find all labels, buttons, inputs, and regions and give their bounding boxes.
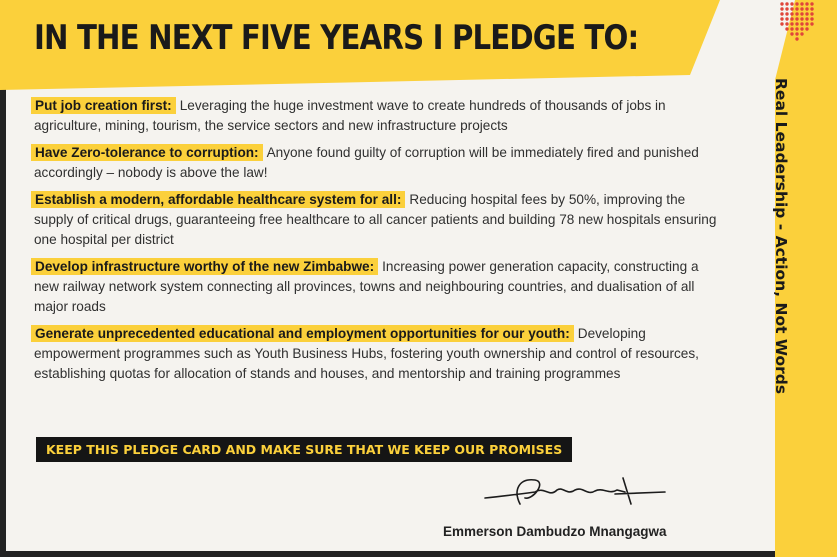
headline: IN THE NEXT FIVE YEARS I PLEDGE TO: bbox=[34, 18, 639, 58]
pledge-text: Reducing hospital fees by 50%, improving the supply of critical drugs, guaranteeing free healthcare to all cancer patients and building 78 new hospitals ensuring one hospital per district bbox=[34, 192, 717, 247]
pledge-item bbox=[34, 324, 724, 384]
pledge-title: Establish a modern, affordable healthcare system for all: bbox=[31, 191, 405, 208]
pledge-list bbox=[34, 96, 724, 391]
pledge-title: Develop infrastructure worthy of the new Zimbabwe: bbox=[31, 258, 378, 275]
signer-name: Emmerson Dambudzo Mnangagwa bbox=[443, 524, 667, 539]
signature-icon bbox=[475, 470, 675, 515]
pledge-title: Have Zero-tolerance to corruption: bbox=[31, 144, 263, 161]
pledge-title: Put job creation first: bbox=[31, 97, 176, 114]
pledge-text: Developing empowerment programmes such as Youth Business Hubs, fostering youth ownership and control of resources, establishing quotas for allocation of stands and houses, and mentorship and training programmes bbox=[34, 326, 699, 381]
pledge-item bbox=[34, 190, 724, 250]
pledge-item bbox=[34, 96, 724, 136]
pledge-text: Anyone found guilty of corruption will be immediately fired and punished accordingly – nobody is above the law! bbox=[34, 145, 699, 180]
pledge-item bbox=[34, 257, 724, 317]
arrow-dots-icon bbox=[776, 0, 820, 48]
pledge-text: Leveraging the huge investment wave to create hundreds of thousands of jobs in agriculture, mining, tourism, the service sectors and new infrastructure projects bbox=[34, 98, 666, 133]
pledge-title: Generate unprecedented educational and employment opportunities for our youth: bbox=[31, 325, 574, 342]
pledge-text: Increasing power generation capacity, constructing a new railway network system connecting all provinces, towns and neighbouring countries, and dualisation of all major roads bbox=[34, 259, 699, 314]
keep-pledge-banner: KEEP THIS PLEDGE CARD AND MAKE SURE THAT WE KEEP OUR PROMISES bbox=[36, 437, 572, 462]
side-slogan: Real Leadership - Action, Not Words bbox=[772, 78, 790, 395]
pledge-item bbox=[34, 143, 724, 183]
